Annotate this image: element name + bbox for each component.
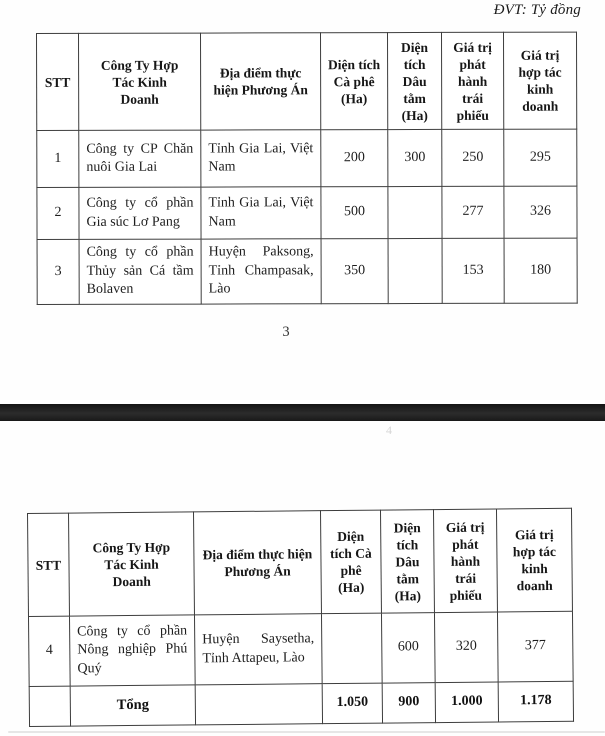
cell-mulberry-area: [388, 186, 442, 238]
cell-mulberry-area: 600: [381, 613, 435, 684]
total-mulberry-area: 900: [382, 683, 435, 724]
cell-bond-value: 277: [442, 186, 504, 238]
total-empty-stt: [29, 686, 70, 726]
cell-stt: 2: [37, 187, 79, 239]
cell-company: Công ty cổ phần Thủy sản Cá tầm Bolaven: [79, 239, 201, 304]
total-coop-value: 1.178: [498, 681, 573, 722]
header-mulberry-area: Diện tích Dâu tằm (Ha): [380, 510, 434, 614]
cell-coffee-area: [321, 613, 382, 684]
header-mulberry-area: Diện tích Dâu tằm (Ha): [388, 32, 442, 129]
cell-stt: 3: [37, 239, 79, 304]
cell-coop-value: 377: [497, 611, 573, 682]
cell-location: Tỉnh Gia Lai, Việt Nam: [201, 130, 321, 187]
cell-location: Huyện Saysetha, Tỉnh Attapeu, Lào: [194, 614, 322, 685]
table-row: [37, 129, 577, 187]
cooperation-table-page-3: [36, 32, 578, 305]
cell-bond-value: 153: [442, 238, 504, 303]
cell-stt: 4: [28, 616, 70, 686]
cell-coop-value: 180: [504, 238, 577, 303]
cell-company: Công ty CP Chăn nuôi Gia Lai: [79, 130, 201, 187]
header-stt: STT: [28, 513, 70, 616]
total-row: [29, 681, 573, 726]
header-bond-value: Giá trị phát hành trái phiếu: [441, 32, 503, 129]
table-row: [37, 238, 577, 304]
total-coffee-area: 1.050: [322, 683, 382, 724]
header-coffee-area: Diện tích Cà phê (Ha): [320, 510, 381, 614]
unit-note: ĐVT: Tỷ đồng: [493, 2, 581, 18]
cell-coffee-area: 500: [321, 187, 388, 239]
cooperation-table-page-4: [27, 508, 574, 727]
header-stt: STT: [37, 33, 79, 130]
header-coop-value: Giá trị hợp tác kinh doanh: [496, 508, 572, 612]
cell-mulberry-area: [388, 238, 442, 303]
header-company: Công Ty Hợp Tác Kinh Doanh: [69, 512, 195, 616]
cell-location: Tỉnh Gia Lai, Việt Nam: [201, 187, 321, 239]
header-company: Công Ty Hợp Tác Kinh Doanh: [79, 33, 201, 130]
cell-coop-value: 326: [504, 186, 577, 238]
cell-location: Huyện Paksong, Tỉnh Champasak, Lào: [201, 239, 321, 304]
cell-bond-value: 320: [434, 612, 498, 683]
scan-artifact-line: [8, 731, 605, 733]
cell-coop-value: 295: [504, 129, 577, 186]
cell-mulberry-area: 300: [388, 129, 442, 186]
cell-company: Công ty cổ phần Gia súc Lơ Pang: [79, 187, 201, 239]
total-label: Tổng: [70, 685, 195, 726]
scan-artifact-mark: 4: [386, 423, 392, 437]
cell-coffee-area: 350: [321, 239, 388, 304]
total-empty-location: [195, 684, 322, 725]
header-coop-value: Giá trị hợp tác kinh doanh: [503, 32, 576, 129]
total-bond-value: 1.000: [435, 682, 498, 723]
page-number: 3: [282, 324, 290, 340]
page-break-bar: [0, 404, 605, 421]
cell-company: Công ty cổ phần Nông nghiệp Phú Quý: [69, 615, 195, 686]
header-coffee-area: Diện tích Cà phê (Ha): [321, 33, 388, 130]
cell-stt: 1: [37, 130, 79, 187]
table-row: [37, 186, 577, 239]
header-bond-value: Giá trị phát hành trái phiếu: [433, 509, 497, 613]
header-location: Địa điểm thực hiện Phương Án: [193, 511, 321, 615]
header-row: [37, 32, 577, 130]
header-location: Địa điểm thực hiện Phương Án: [201, 33, 321, 130]
cell-coffee-area: 200: [321, 130, 388, 187]
cell-bond-value: 250: [442, 129, 504, 186]
header-row: [28, 508, 573, 616]
table-row: [28, 611, 573, 686]
